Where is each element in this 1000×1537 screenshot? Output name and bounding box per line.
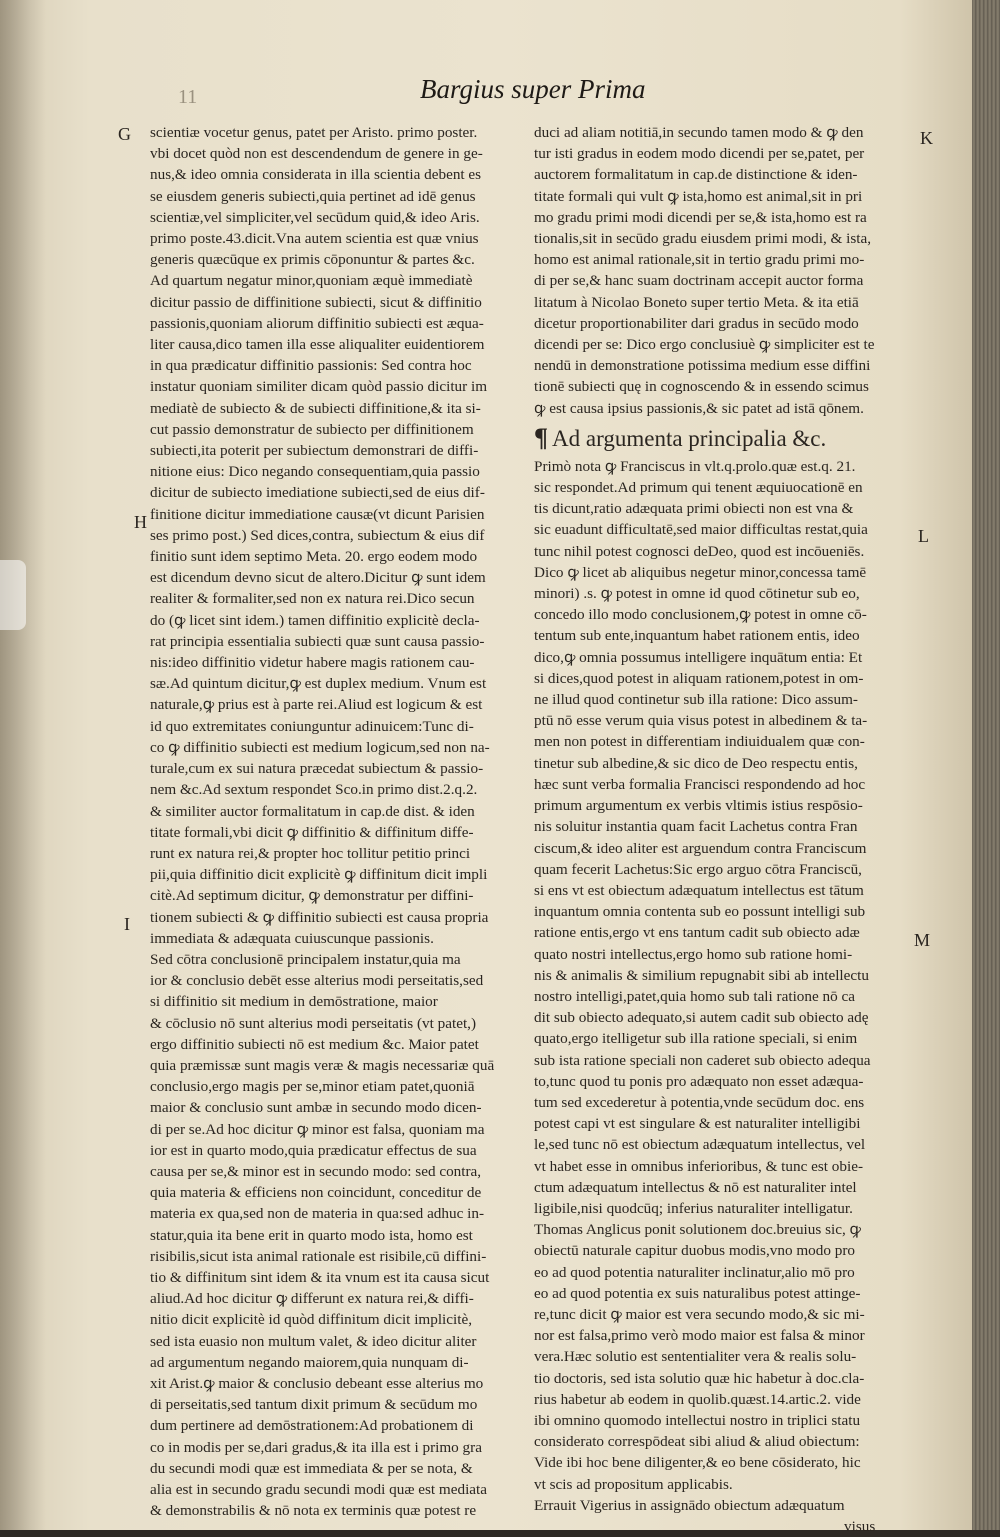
text-line: nus,& ideo omnia considerata in illa scientia debent es: [150, 166, 482, 184]
text-line: le,sed tunc nō est obiectum adæquatum intellectus, vel: [534, 1136, 866, 1154]
text-line: obiectū naturale capitur duobus modis,vno modo pro: [534, 1242, 855, 1260]
text-line: duci ad aliam notitiā,in secundo tamen modo & ꝙ den: [534, 124, 864, 141]
text-line: ior & conclusio debēt esse alterius modi perseitatis,sed: [150, 972, 484, 990]
text-line: & demonstrabilis & nō nota ex terminis quæ potest re: [150, 1502, 477, 1520]
text-line: vt habet esse in omnibus inferioribus, & tunc est obie-: [534, 1157, 864, 1175]
text-line: litatum à Nicolao Boneto super tertio Meta. & ita etiā: [534, 293, 859, 311]
text-line: tum sed excederetur à potentia,vnde secūdum doc. ens: [534, 1093, 865, 1111]
text-line: potest capi vt est singulare & est naturaliter intelligibi: [534, 1115, 861, 1133]
text-line: Vide ibi hoc bene diligenter,& eo bene cōsiderato, hic: [534, 1454, 861, 1472]
text-line: du secundi modi quæ est immediata & per se nota, &: [150, 1459, 473, 1477]
text-line: quato,ergo itelligetur sub illa ratione speciali, si enim: [534, 1030, 858, 1048]
text-line: tur isti gradus in eodem modo dicendi per se,patet, per: [534, 145, 865, 163]
text-line: dicetur proportionabiliter dari gradus in secūdo modo: [534, 314, 859, 332]
text-line: tio doctoris, sed ista solutio quæ hic habetur à doc.cla-: [534, 1369, 865, 1387]
text-line: quato nostri intellectus,ergo homo sub ratione homi-: [534, 945, 853, 963]
text-line: runt ex natura rei,& propter hoc tollitur petitio princi: [150, 844, 471, 862]
text-line: nem &c.Ad sextum respondet Sco.in primo dist.2.q.2.: [150, 781, 478, 799]
text-line: sic euadunt difficultatē,sed maior difficultas restat,quia: [534, 521, 868, 539]
text-line: sub ista ratione speciali non caderet sub obiecto adequa: [534, 1051, 871, 1069]
margin-letter-i: I: [124, 914, 130, 934]
text-line: finitione dicitur immediatione causæ(vt dicunt Parisien: [150, 505, 485, 523]
text-line: finitio sunt idem septimo Meta. 20. ergo eodem modo: [150, 548, 478, 566]
text-line: auctorem formalitatum in cap.de distinctione & iden-: [534, 166, 858, 184]
text-line: di perseitatis,sed tantum dixit primum & secūdum mo: [150, 1396, 478, 1414]
text-line: dicendi per se: Dico ergo conclusiuè ꝙ simpliciter est te: [534, 336, 875, 354]
text-line: co ꝙ diffinitio subiecti est medium logicum,sed non na-: [150, 738, 490, 756]
text-line: tentum sub ente,inquantum habet rationem entis, ideo: [534, 627, 860, 645]
text-line: tionem subiecti & ꝙ diffinitio subiecti est causa propria: [150, 908, 489, 926]
text-line: minori) .s. ꝙ potest in omne id quod cōtinetur sub eo,: [534, 585, 860, 603]
text-line: scientiæ vocetur genus, patet per Aristo. primo poster.: [150, 124, 478, 141]
text-line: risibilis,sicut ista animal rationale est risibile,cū diffini-: [150, 1247, 487, 1265]
text-line: eo ad quod potentia ex suis naturalibus potest attinge-: [534, 1284, 861, 1302]
text-line: ior est in quarto modo,quia prædicatur effectus de sua: [150, 1141, 477, 1159]
right-column-bottom-text: [534, 456, 910, 1516]
text-line: vbi docet quòd non est descendendum de genere in ge-: [150, 145, 483, 163]
text-line: nendū in demonstratione potissima medium esse diffini: [534, 357, 871, 375]
text-line: dum pertinere ad demōstrationem:Ad probationem di: [150, 1417, 474, 1435]
text-line: dit sub obiecto adequato,si autem cadit sub obiecto adę: [534, 1009, 869, 1027]
text-line: tio & diffinitum sint idem & ita vnum est ita causa sicut: [150, 1268, 490, 1286]
text-line: instatur quoniam similiter dicam quòd passio dicitur im: [150, 378, 488, 396]
text-line: do (ꝙ licet sint idem.) tamen diffinitio explicitè decla-: [150, 611, 480, 629]
text-line: citè.Ad septimum dicitur, ꝙ demonstratur per diffini-: [150, 887, 474, 905]
text-line: eo ad quod potentia naturaliter inclinatur,alio mō pro: [534, 1263, 855, 1281]
text-line: realiter & formaliter,sed non ex natura rei.Dico secun: [150, 590, 475, 608]
text-line: ꝙ est causa ipsius passionis,& sic patet ad istā qōnem.: [534, 399, 864, 417]
text-line: naturale,ꝙ prius est à parte rei.Aliud est logicum & est: [150, 696, 483, 714]
text-line: ctum adæquatum intellectus & nō est naturaliter intel: [534, 1178, 857, 1196]
text-line: si diffinitio sit medium in demōstratione, maior: [150, 993, 438, 1011]
text-line: nitio dicit explicitè id quòd diffinitum dicit implicitè,: [150, 1311, 472, 1329]
text-line: hæc sunt verba formalia Francisci respondendo ad hoc: [534, 775, 866, 793]
text-line: immediata & adæquata cuiuscunque passionis.: [150, 929, 434, 947]
margin-letter-g: G: [118, 124, 131, 144]
text-line: turale,cum ex sui natura præcedat subiectum & passio-: [150, 760, 484, 778]
rubric-title: Ad argumenta principalia &c.: [552, 425, 827, 451]
text-line: Ad quartum negatur minor,quoniam æquè immediatè: [150, 272, 473, 290]
text-line: tis dicunt,ratio adæquata primi obiecti non est vna &: [534, 500, 854, 518]
text-line: generis quæcūque ex primis cōponuntur & partes &c.: [150, 251, 475, 269]
text-line: homo est animal rationale,sit in tertio gradu primi mo-: [534, 251, 865, 269]
text-line: sic respondet.Ad primum qui tenent æquiuocationē en: [534, 479, 863, 497]
text-line: Thomas Anglicus ponit solutionem doc.breuius sic, ꝙ: [534, 1221, 861, 1239]
text-line: ergo diffinitio subiecti nō est medium &c. Maior patet: [150, 1035, 479, 1053]
text-line: nis:ideo diffinitio videtur habere magis rationem cau-: [150, 654, 475, 672]
text-line: passionis,quoniam aliorum diffinitio subiecti est æqua-: [150, 314, 484, 332]
catchword: visus: [844, 1518, 876, 1535]
text-line: rat principia essentialia subiecti quæ sunt causa passio-: [150, 632, 485, 650]
text-line: Primò nota ꝙ Franciscus in vlt.q.prolo.quæ est.q. 21.: [534, 457, 856, 475]
section-rubric: [534, 423, 910, 454]
text-line: statur,quia ita bene erit in quarto modo ista, homo est: [150, 1226, 473, 1244]
text-line: materia ex qua,sed non de materia in qua:sed adhuc in-: [150, 1205, 484, 1223]
text-line: tionalis,sit in secūdo gradu eiusdem primi modi, & ista,: [534, 230, 872, 248]
text-line: dicitur passio de diffinitione subiecti, sicut & diffinitio: [150, 293, 482, 311]
text-line: vera.Hæc solutio est sententialiter vera & realis solu-: [534, 1348, 857, 1366]
margin-letter-h: H: [134, 512, 147, 532]
text-line: tionē subiecti quę in cognoscendo & in essendo scimus: [534, 378, 869, 396]
text-line: ligibile,nisi quodcūq; inferius naturaliter intelligatur.: [534, 1199, 853, 1217]
text-line: id quo extremitates coniunguntur adinuicem:Tunc di-: [150, 717, 474, 735]
text-line: nis soluitur instantia quam facit Lachetus contra Fran: [534, 818, 858, 836]
text-line: quia materia & efficiens non coincidunt, conceditur de: [150, 1184, 482, 1202]
text-line: vt scis ad propositum applicabis.: [534, 1475, 733, 1493]
text-line: nis & animalis & similium repugnabit sibi ab intellectu: [534, 966, 869, 984]
text-line: xit Arist.ꝙ maior & conclusio debeant esse alterius mo: [150, 1374, 484, 1392]
text-line: tunc nihil potest cognosci deDeo, quod est incōueniēs.: [534, 542, 865, 560]
text-line: & cōclusio nō sunt alterius modi perseitatis (vt patet,): [150, 1014, 477, 1032]
text-line: to,tunc quod tu ponis pro adæquato non esset adæqua-: [534, 1072, 864, 1090]
text-line: pii,quia diffinitio dicit explicitè ꝙ diffinitum dicit impli: [150, 866, 488, 884]
text-line: tinetur sub albedine,& sic dico de Deo respectu entis,: [534, 754, 858, 772]
text-line: liter causa,dico tamen illa esse aliqualiter euidentiorem: [150, 336, 485, 354]
running-head: Bargius super Prima: [420, 74, 646, 104]
text-line: nostro intelligi,patet,quia homo sub tali ratione nō ca: [534, 987, 855, 1005]
text-line: mo gradu primi modi dicendi per se,& ista,homo est ra: [534, 208, 867, 226]
text-line: si ens vt est obiectum adæquatum intellectus est tātum: [534, 881, 864, 899]
margin-letter-k: K: [920, 128, 933, 148]
page-tab-marker: [0, 560, 26, 630]
text-line: Sed cōtra conclusionē principalem instatur,quia ma: [150, 950, 461, 968]
text-line: ciscum,& ideo aliter est arguendum contra Franciscum: [534, 839, 867, 857]
text-line: nitione eius: Dico negando consequentiam,quia passio: [150, 463, 480, 481]
text-line: subiecti,ita poterit per subiectum demonstrari de diffi-: [150, 442, 479, 460]
text-line: Dico ꝙ licet ab aliquibus negetur minor,concessa tamē: [534, 563, 867, 581]
text-line: si dices,quod potest in aliquam rationem,potest in om-: [534, 669, 864, 687]
text-line: est dicendum devno sicut de altero.Dicitur ꝙ sunt idem: [150, 569, 486, 587]
text-line: sæ.Ad quintum dicitur,ꝙ est duplex medium. Vnum est: [150, 675, 487, 693]
right-column-top-text: [534, 122, 910, 419]
text-line: scientiæ,vel simpliciter,vel secūdum quid,& ideo Aris.: [150, 208, 480, 226]
text-line: re,tunc dicit ꝙ maior est vera secundo modo,& sic mi-: [534, 1305, 865, 1323]
text-line: concedo illo modo conclusionem,ꝙ potest in omne cō-: [534, 606, 867, 624]
text-line: di per se.Ad hoc dicitur ꝙ minor est falsa, quoniam ma: [150, 1120, 485, 1138]
text-line: considerato correspōdeat sibi aliud & aliud obiectum:: [534, 1433, 860, 1451]
text-line: primo poste.43.dicit.Vna autem scientia est quæ vnius: [150, 230, 479, 248]
margin-letter-l: L: [918, 526, 929, 546]
text-line: co in modis per se,dari gradus,& ita illa est i primo gra: [150, 1438, 482, 1456]
text-line: ses primo post.) Sed dices,contra, subiectum & eius dif: [150, 526, 485, 544]
text-line: quam fecerit Lachetus:Sic ergo arguo cōtra Franciscū,: [534, 860, 862, 878]
text-line: sed ista euasio non multum valet, & ideo dicitur aliter: [150, 1332, 477, 1350]
text-line: ad argumentum negando maiorem,quia nunquam di-: [150, 1353, 469, 1371]
margin-letter-m: M: [914, 930, 931, 950]
text-line: dicitur de subiecto imediatione subiecti,sed de eius dif-: [150, 484, 485, 502]
text-line: quia præmissæ sunt magis veræ & magis necessariæ quā: [150, 1056, 495, 1074]
left-text-column: [150, 122, 525, 1521]
text-line: nor est falsa,primo verò modo maior est falsa & minor: [534, 1327, 865, 1345]
text-line: conclusio,ergo magis per se,minor etiam patet,quoniā: [150, 1078, 475, 1096]
text-line: aliud.Ad hoc dicitur ꝙ differunt ex natura rei,& diffi-: [150, 1290, 474, 1308]
text-line: cut passio demonstratur de subiecto per diffinitionem: [150, 420, 474, 438]
text-line: se eiusdem generis subiecti,quia pertinet ad idē genus: [150, 187, 476, 205]
text-line: ptū nō esse verum quia visus potest in albedinem & ta-: [534, 712, 868, 730]
text-line: ratione entis,ergo vt ens tantum cadit sub obiecto adæ: [534, 924, 860, 942]
text-line: ne illud quod continetur sub illa ratione: Dico assum-: [534, 691, 858, 709]
text-line: titate formali qui vult ꝙ ista,homo est animal,sit in pri: [534, 187, 863, 205]
text-line: dico,ꝙ omnia possumus intelligere inquātum entia: Et: [534, 648, 863, 666]
gutter-shadow: [0, 0, 46, 1530]
text-line: men non potest in differentiam indiuidualem quæ con-: [534, 733, 865, 751]
text-line: & similiter auctor formalitatum in cap.de dist. & iden: [150, 802, 475, 820]
pilcrow-icon: ¶: [534, 422, 549, 452]
text-line: inquantum omnia contenta sub eo possunt intelligi sub: [534, 903, 866, 921]
text-line: di per se,& hanc suam doctrinam accepit auctor forma: [534, 272, 864, 290]
text-line: rius habetur ab eodem in quolib.quæst.14.artic.2. vide: [534, 1390, 861, 1408]
text-line: titate formali,vbi dicit ꝙ diffinitio & diffinitum diffe-: [150, 823, 474, 841]
text-line: mediatè de subiecto & de subiecti diffinitione,& ita si-: [150, 399, 481, 417]
text-line: causa per se,& minor est in secundo modo: sed contra,: [150, 1162, 482, 1180]
text-line: Errauit Vigerius in assignādo obiectum adæquatum: [534, 1496, 845, 1514]
text-line: primum argumentum ex verbis vltimis istius respōsio-: [534, 797, 863, 815]
page-edges: [972, 0, 1000, 1530]
text-line: ibi omnino quomodo intellectui nostro in triplici statu: [534, 1411, 861, 1429]
text-line: maior & conclusio sunt ambæ in secundo modo dicen-: [150, 1099, 482, 1117]
right-text-column: [534, 122, 910, 1537]
text-line: alia est in secundo gradu secundi modi quæ est mediata: [150, 1481, 487, 1498]
text-line: in qua prædicatur diffinitio passionis: Sed contra hoc: [150, 357, 472, 375]
folio-number: 11: [178, 86, 198, 108]
